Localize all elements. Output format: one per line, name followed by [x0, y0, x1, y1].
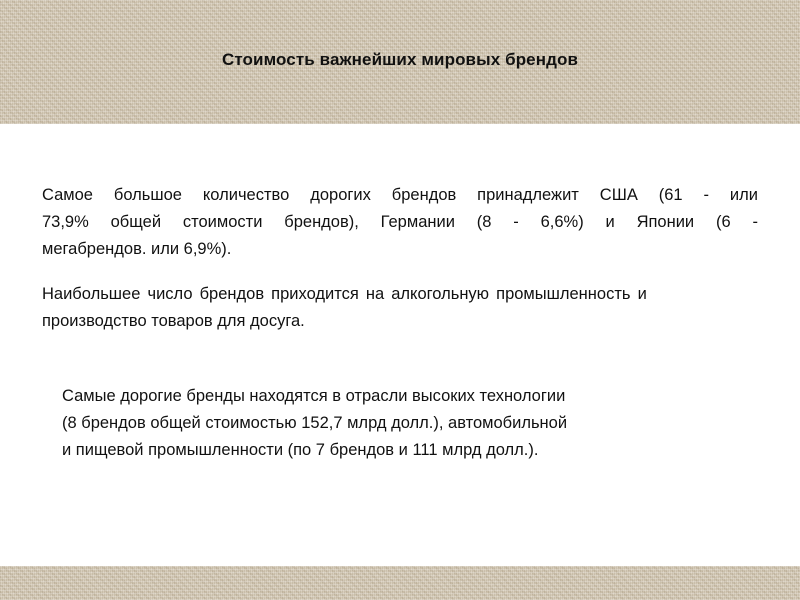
- paragraph-line: мегабрендов. или 6,9%).: [42, 240, 232, 258]
- paragraph-line: и пищевой промышленности (по 7 брендов и 111 млрд долл.).: [62, 441, 539, 459]
- paragraph-high-tech-auto-food: [62, 383, 712, 464]
- bottom-texture-band: [0, 566, 800, 600]
- paragraph-alcohol-leisure: [42, 281, 758, 335]
- paragraph-line: Самые дорогие бренды находятся в отрасли высоких технологии: [62, 387, 566, 405]
- paragraph-usa-germany-japan: [42, 182, 758, 263]
- paragraph-line: (8 брендов общей стоимостью 152,7 млрд долл.), автомобильной: [62, 414, 568, 432]
- paragraph-line: Самое большое количество дорогих брендов принадлежит США (61 - или: [42, 186, 758, 204]
- paragraph-line: 73,9% общей стоимости брендов), Германии (8 - 6,6%) и Японии (6 -: [42, 213, 758, 231]
- paragraph-line: Наибольшее число брендов приходится на алкогольную промышленность и: [42, 285, 647, 303]
- paragraph-line: производство товаров для досуга.: [42, 312, 305, 330]
- slide-title: Стоимость важнейших мировых брендов: [221, 50, 579, 69]
